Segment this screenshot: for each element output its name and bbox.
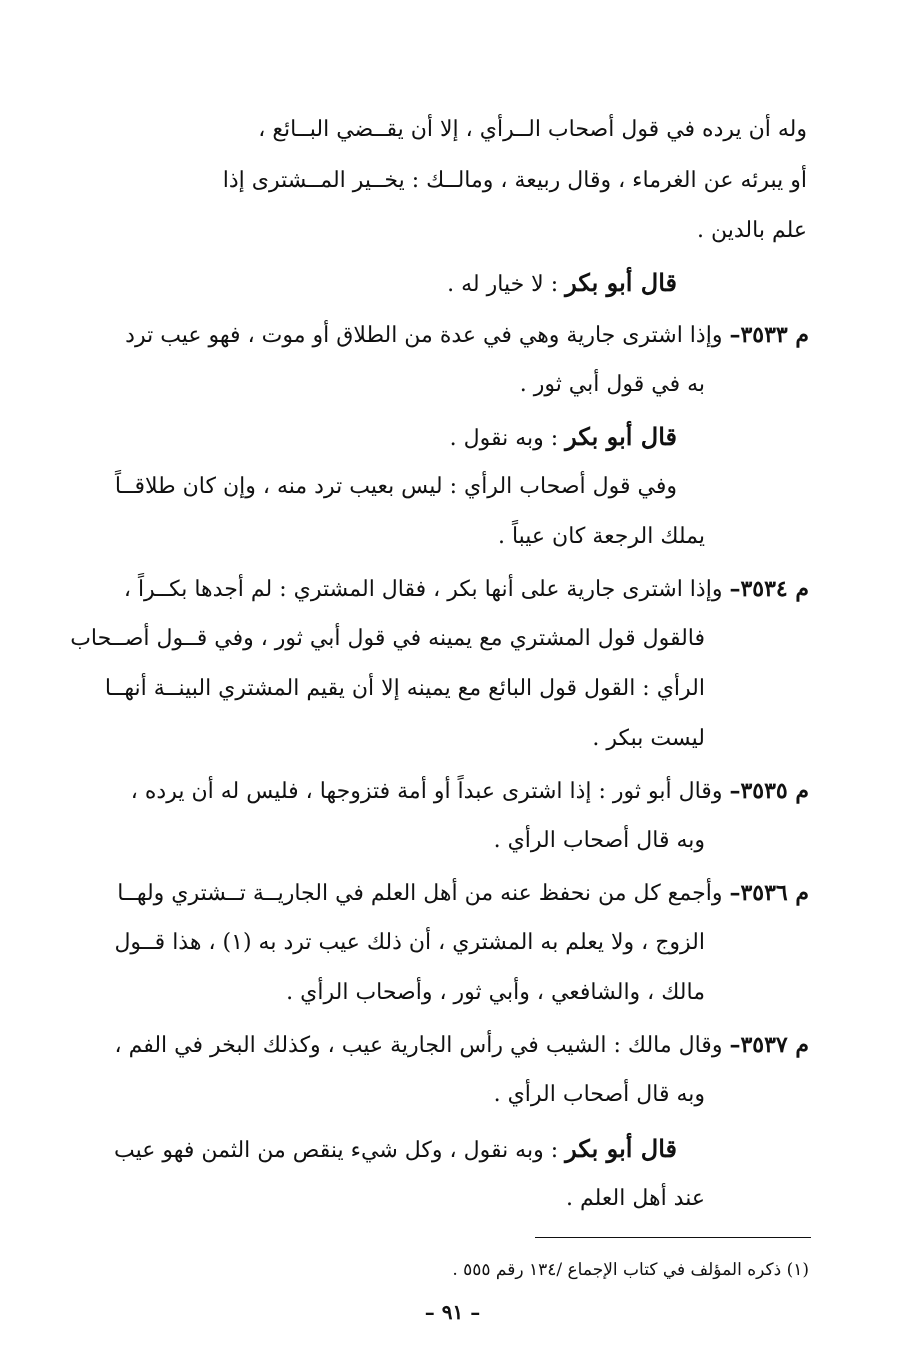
text-line: يملك الرجعة كان عيباً . (497, 524, 705, 549)
masala-number: م ٣٥٣٧– (729, 1032, 809, 1058)
masala-text: وإذا اشترى جارية على أنها بكر ، فقال المشتري : لم أجدها بكــراً ، (123, 577, 723, 602)
page-number: – ٩١ – (424, 1300, 481, 1324)
abu-bakr-text: : وبه نقول . (449, 426, 559, 451)
text-line: به في قول أبي ثور . (519, 372, 705, 397)
text-line: الرأي : القول قول البائع مع يمينه إلا أن يقيم المشتري البينــة أنهــا (104, 676, 705, 701)
text-line: ليست ببكر . (592, 726, 705, 751)
masala-3535 (131, 776, 809, 807)
masala-text: وقال أبو ثور : إذا اشترى عبداً أو أمة فتزوجها ، فليس له أن يرده ، (130, 779, 723, 804)
masala-number: م ٣٥٣٥– (729, 778, 809, 804)
masala-3534 (124, 574, 809, 605)
masala-3536 (117, 878, 809, 909)
abu-bakr-text: : وبه نقول ، وكل شيء ينقص من الثمن فهو عيب (113, 1138, 559, 1163)
masala-text: وإذا اشترى جارية وهي في عدة من الطلاق أو موت ، فهو عيب ترد (125, 323, 723, 348)
text-line: وبه قال أصحاب الرأي . (493, 828, 705, 853)
text-line: علم بالدين . (697, 218, 807, 243)
text-line: فالقول قول المشتري مع يمينه في قول أبي ثور ، وفي قــول أصــحاب (70, 626, 705, 651)
footnote-divider (535, 1237, 811, 1238)
abu-bakr-label: قال أبو بكر (565, 422, 677, 451)
abu-bakr-label: قال أبو بكر (565, 268, 677, 297)
text-line: عند أهل العلم . (565, 1186, 705, 1211)
abu-bakr-statement (114, 1134, 677, 1166)
text-line: مالك ، والشافعي ، وأبي ثور ، وأصحاب الرأي . (286, 980, 705, 1005)
masala-text: وقال مالك : الشيب في رأس الجارية عيب ، وكذلك البخر في الفم ، (114, 1033, 723, 1058)
masala-number: م ٣٥٣٤– (729, 576, 809, 602)
footnote: (١) ذكره المؤلف في كتاب الإجماع /١٣٤ رقم ٥٥٥ . (452, 1260, 809, 1280)
abu-bakr-statement (450, 422, 677, 454)
masala-text: وأجمع كل من نحفظ عنه من أهل العلم في الجاريــة تــشتري ولهــا (117, 881, 723, 906)
masala-number: م ٣٥٣٣– (729, 322, 809, 348)
abu-bakr-label: قال أبو بكر (565, 1134, 677, 1163)
text-line: وفي قول أصحاب الرأي : ليس بعيب ترد منه ، وإن كان طلاقــاً (114, 474, 677, 499)
text-line: وبه قال أصحاب الرأي . (493, 1082, 705, 1107)
masala-3533 (125, 320, 809, 351)
masala-number: م ٣٥٣٦– (729, 880, 809, 906)
text-line: الزوج ، ولا يعلم به المشتري ، أن ذلك عيب ترد به (١) ، هذا قــول (114, 930, 705, 955)
abu-bakr-statement (447, 268, 677, 300)
text-line: أو يبرئه عن الغرماء ، وقال ربيعة ، ومالــك : يخــير المــشترى إذا (222, 168, 807, 193)
masala-3537 (114, 1030, 809, 1061)
abu-bakr-text: : لا خيار له . (447, 272, 559, 297)
text-line: وله أن يرده في قول أصحاب الــرأي ، إلا أن يقــضي البــائع ، (258, 117, 807, 142)
